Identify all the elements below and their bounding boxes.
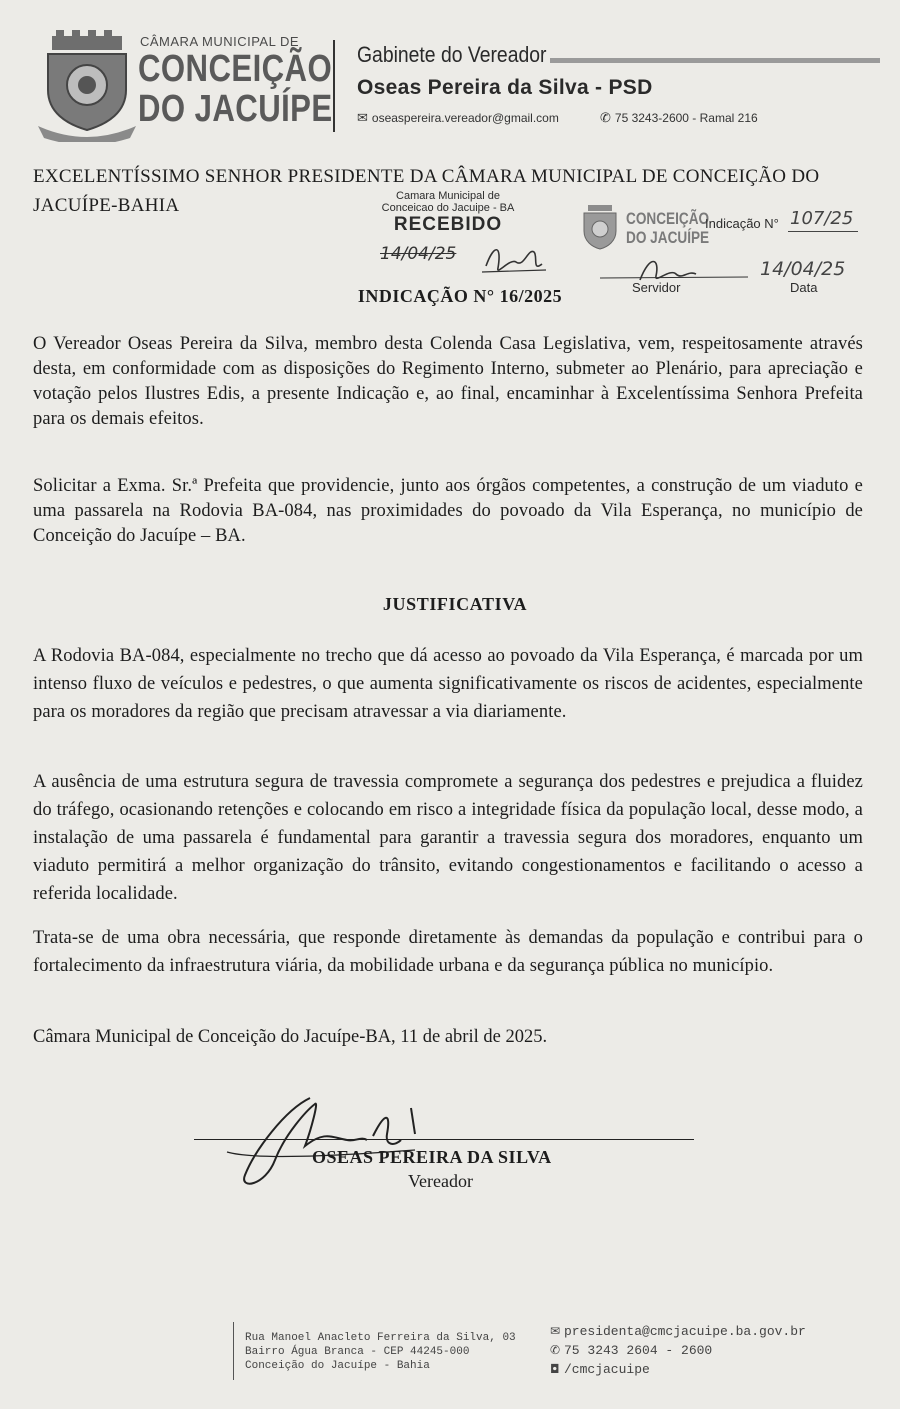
received-stamp-date: 14/04/25: [380, 244, 457, 264]
phone-icon: ✆: [550, 1343, 561, 1357]
paragraph-justification-2: A ausência de uma estrutura segura de travessia compromete a segurança dos pedestres e prejudica a fluidez do tráfego, ocasionando retenções e colocando em risco a integridade física da população local, desse modo, a instalação de uma passarela é fundamental para garantir a travessia segura dos moradores, enquanto um viaduto permitirá a melhor organização do trânsito, evitando congestionamentos e facilitando o acesso a referida localidade.: [33, 772, 863, 904]
header-email: [357, 110, 559, 126]
place-and-date: Câmara Municipal de Conceição do Jacuípe-BA, 11 de abril de 2025.: [33, 1027, 548, 1047]
footer-contacts: [550, 1322, 806, 1379]
footer-divider: [233, 1322, 234, 1380]
header-phone-text: 75 3243-2600 - Ramal 216: [614, 111, 758, 125]
justification-heading: JUSTIFICATIVA: [382, 594, 528, 614]
header-phone: [600, 110, 758, 126]
footer-address-line2: Bairro Água Branca - CEP 44245-000: [245, 1346, 470, 1358]
footer-address-line3: Conceição do Jacuípe - Bahia: [245, 1360, 430, 1372]
received-stamp-line2: Conceicao do Jacuipe - BA: [381, 202, 515, 214]
indicacao-stamp-servidor-label: Servidor: [632, 280, 681, 295]
handwritten-signature: [215, 1090, 435, 1195]
paragraph-request: Solicitar a Exma. Sr.ª Prefeita que providencie, junto aos órgãos competentes, a construção de um viaduto e uma passarela na Rodovia BA-084, nas proximidades do povoado da Vila Esperança, no município de Conceição do Jacuípe – BA.: [33, 476, 863, 546]
footer-address: [245, 1331, 516, 1373]
logo-wordmark-line1: CONCEIÇÃO: [138, 48, 333, 90]
signer-role: Vereador: [408, 1171, 473, 1191]
received-stamp-signature: [480, 238, 550, 278]
logo-subtitle: CÂMARA MUNICIPAL DE: [140, 34, 300, 49]
indicacao-stamp-crest: [580, 203, 620, 251]
signature-line: [194, 1139, 694, 1140]
logo-wordmark-line2: DO JACUÍPE: [138, 88, 333, 130]
footer-address-line1: Rua Manoel Anacleto Ferreira da Silva, 03: [245, 1332, 516, 1344]
header-divider: [333, 40, 335, 132]
phone-icon: ✆: [600, 110, 611, 125]
paragraph-justification-1: A Rodovia BA-084, especialmente no trecho que dá acesso ao povoado da Vila Esperança, é marcada por um intenso fluxo de veículos e pedestres, o que aumenta significativamente os riscos de acidentes, especialmente para os moradores da região que precisam atravessar a via diariamente.: [33, 646, 863, 722]
envelope-icon: ✉: [550, 1324, 561, 1338]
envelope-icon: ✉: [357, 110, 368, 125]
paragraph-introduction: O Vereador Oseas Pereira da Silva, membro desta Colenda Casa Legislativa, vem, respeitosamente através desta, em conformidade com as disposições do Regimento Interno, submeter ao Plenário, para apreciação e votação pelos Ilustres Edis, a presente Indicação e, ao final, encaminhar à Excelentíssima Senhora Prefeita para os demais efeitos.: [33, 334, 863, 429]
addressee: EXCELENTÍSSIMO SENHOR PRESIDENTE DA CÂMARA MUNICIPAL DE CONCEIÇÃO DO JACUÍPE-BAHIA: [33, 166, 820, 216]
coat-of-arms-logo: [38, 30, 136, 142]
footer-social[interactable]: /cmcjacuipe: [564, 1362, 650, 1377]
received-stamp-line1: Camara Municipal de: [396, 190, 500, 202]
received-stamp: [358, 190, 538, 236]
indicacao-stamp-date: 14/04/25: [760, 258, 846, 280]
document-title: INDICAÇÃO N° 16/2025: [357, 286, 563, 306]
signer-name: OSEAS PEREIRA DA SILVA: [312, 1147, 552, 1167]
facebook-instagram-icon: ◘: [550, 1362, 560, 1376]
indicacao-stamp-logo-line2: DO JACUÍPE: [626, 228, 710, 247]
councilor-name: Oseas Pereira da Silva - PSD: [357, 76, 653, 99]
header-email-text[interactable]: oseaspereira.vereador@gmail.com: [371, 111, 559, 125]
footer-email[interactable]: presidenta@cmcjacuipe.ba.gov.br: [564, 1324, 806, 1339]
office-title: Gabinete do Vereador: [357, 42, 547, 67]
header-rule: [550, 58, 880, 63]
paragraph-justification-3: Trata-se de uma obra necessária, que responde diretamente às demandas da população e contribui para o fortalecimento da infraestrutura viária, da mobilidade urbana e da segurança pública no município.: [33, 928, 863, 976]
footer-phone: 75 3243 2604 - 2600: [564, 1343, 713, 1358]
indicacao-stamp-number-rule: [788, 231, 858, 232]
indicacao-stamp-label: Indicação N°: [705, 216, 779, 231]
indicacao-stamp-logo-line1: CONCEIÇÃO: [626, 209, 710, 228]
received-stamp-label: RECEBIDO: [393, 214, 503, 235]
indicacao-stamp-number: 107/25: [790, 208, 854, 229]
indicacao-stamp-data-label: Data: [790, 280, 818, 295]
